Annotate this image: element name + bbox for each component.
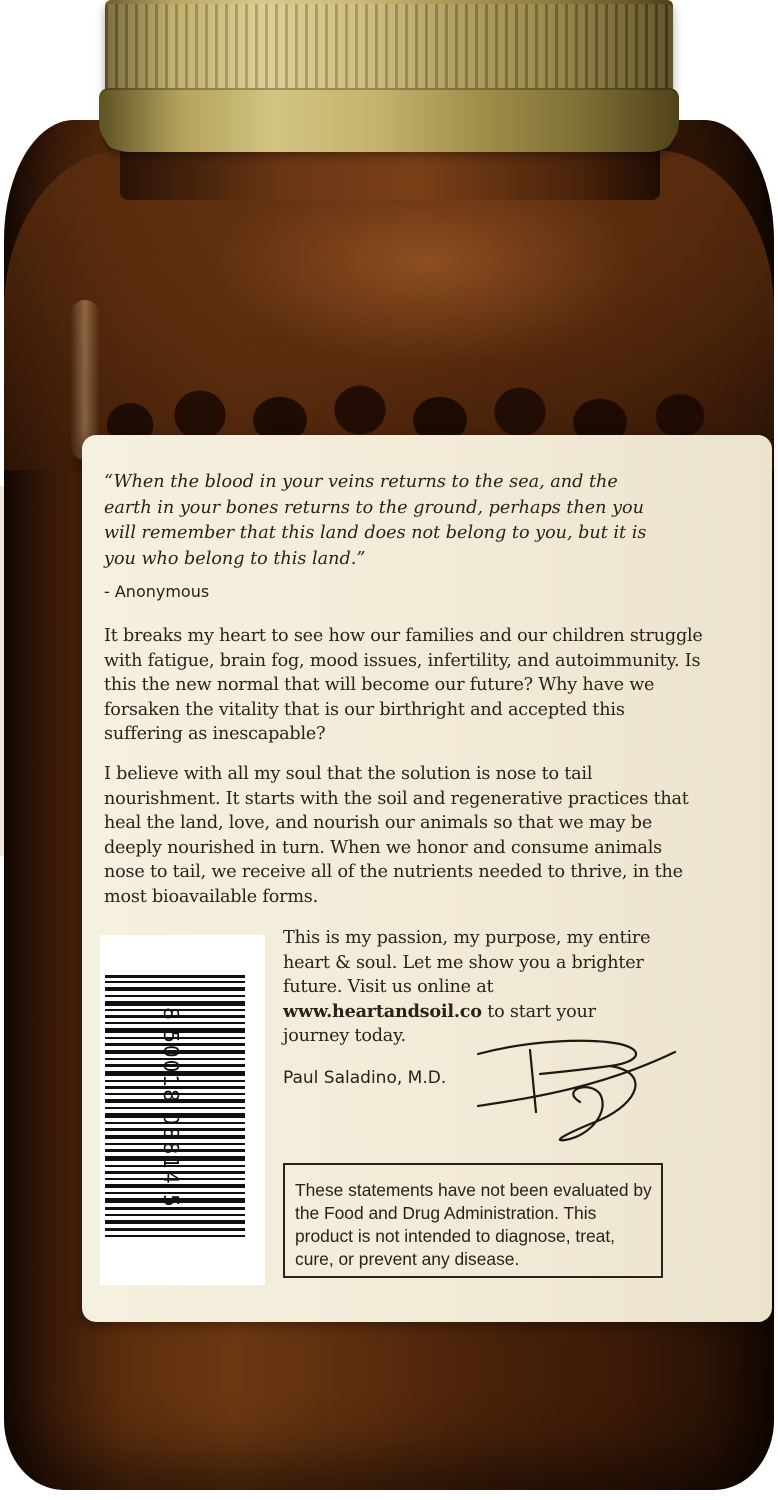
- label-quote: “When the blood in your veins returns to the sea, and the earth in your bones returns to the ground, perhaps then you will remember that this land does not belong to you, but it is you who belong to this land.”: [104, 472, 647, 569]
- fda-disclaimer-text: These statements have not been evaluated by the Food and Drug Administration. This product is not intended to diagnose, treat, cure, or prevent any disease.: [295, 1180, 652, 1269]
- label-paragraph-3: [283, 926, 663, 1049]
- lid-band: [99, 88, 679, 152]
- barcode-number: 8 50018 08814 5: [159, 1007, 183, 1209]
- fda-disclaimer-box: [283, 1163, 663, 1278]
- quote-attribution: - Anonymous: [104, 582, 210, 601]
- label-paragraph-1: It breaks my heart to see how our families and our children struggle with fatigue, brain fog, mood issues, infertility, and autoimmunity. Is this the new normal that will become our future? Why have we forsaken the vitality that is our birthright and accepted this suffering as inescapable?: [104, 626, 703, 744]
- paragraph-3-outro: to start your journey today.: [283, 1001, 596, 1046]
- paragraph-3-intro: This is my passion, my purpose, my entire heart & soul. Let me show you a brighter future. Visit us online at: [283, 928, 651, 997]
- handwritten-signature: [470, 1032, 685, 1147]
- gold-lid: [105, 0, 673, 150]
- lid-ribs: [105, 4, 673, 94]
- website-url: www.heartandsoil.co: [283, 1000, 482, 1022]
- signer-name: Paul Saladino, M.D.: [283, 1068, 447, 1088]
- label-paragraph-2: I believe with all my soul that the solution is nose to tail nourishment. It starts with the soil and regenerative practices that heal the land, love, and nourish our animals so that we may be deeply nourished in turn. When we honor and consume animals nose to tail, we receive all of the nutrients needed to thrive, in the most bioavailable forms.: [104, 764, 689, 907]
